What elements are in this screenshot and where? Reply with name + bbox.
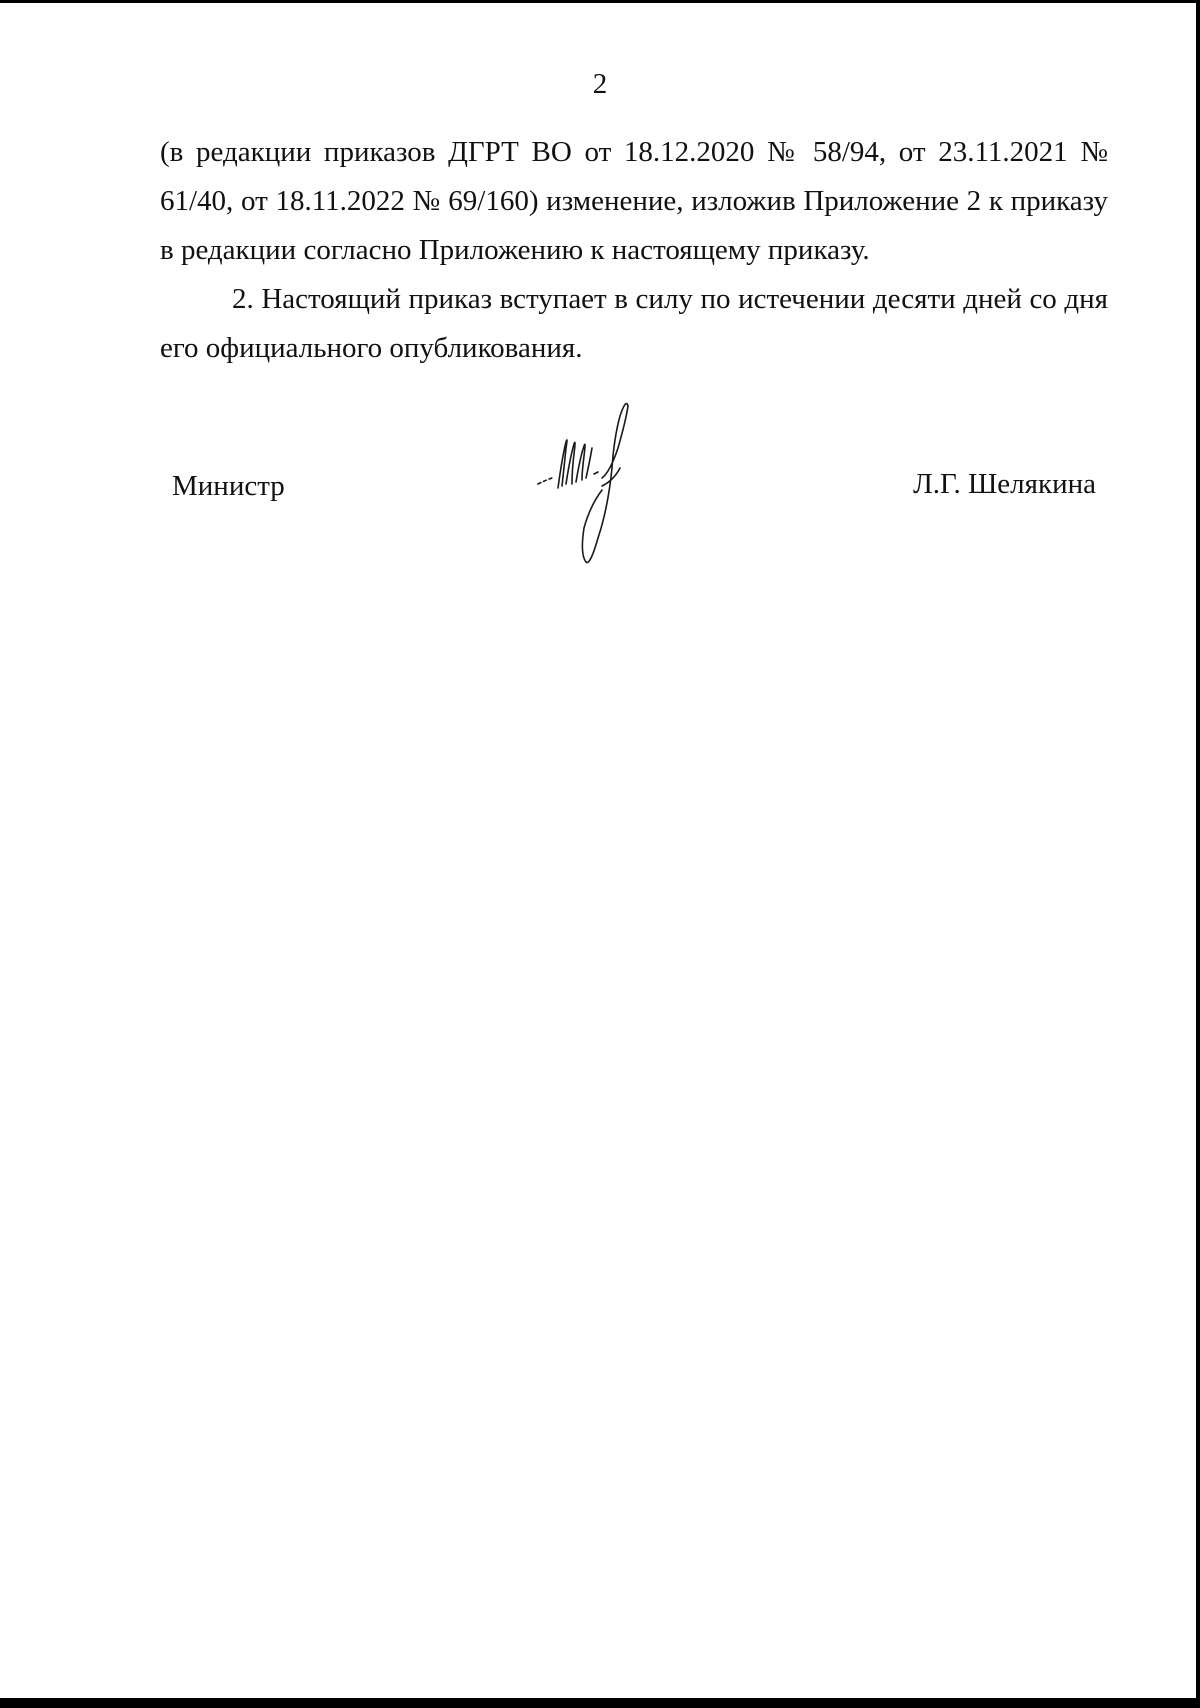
scan-edge-top (0, 0, 1200, 3)
handwritten-signature-icon (528, 398, 678, 570)
signatory-name: Л.Г. Шелякина (913, 468, 1096, 500)
page-number: 2 (592, 68, 608, 100)
paragraph-effective-date: 2. Настоящий приказ вступает в силу по истечении десяти дней со дня его официального опубликования. (160, 283, 1108, 364)
scan-edge-right (1196, 0, 1200, 1708)
paragraph-amendment: (в редакции приказов ДГРТ ВО от 18.12.2020 № 58/94, от 23.11.2021 № 61/40, от 18.11.2022 № 69/160) изменение, изложив Приложение 2 к приказу в редакции согласно Приложению к настоящему приказу. (160, 136, 1108, 266)
signatory-position: Министр (172, 470, 285, 502)
document-body (160, 128, 1108, 373)
scan-edge-bottom (0, 1698, 1200, 1708)
